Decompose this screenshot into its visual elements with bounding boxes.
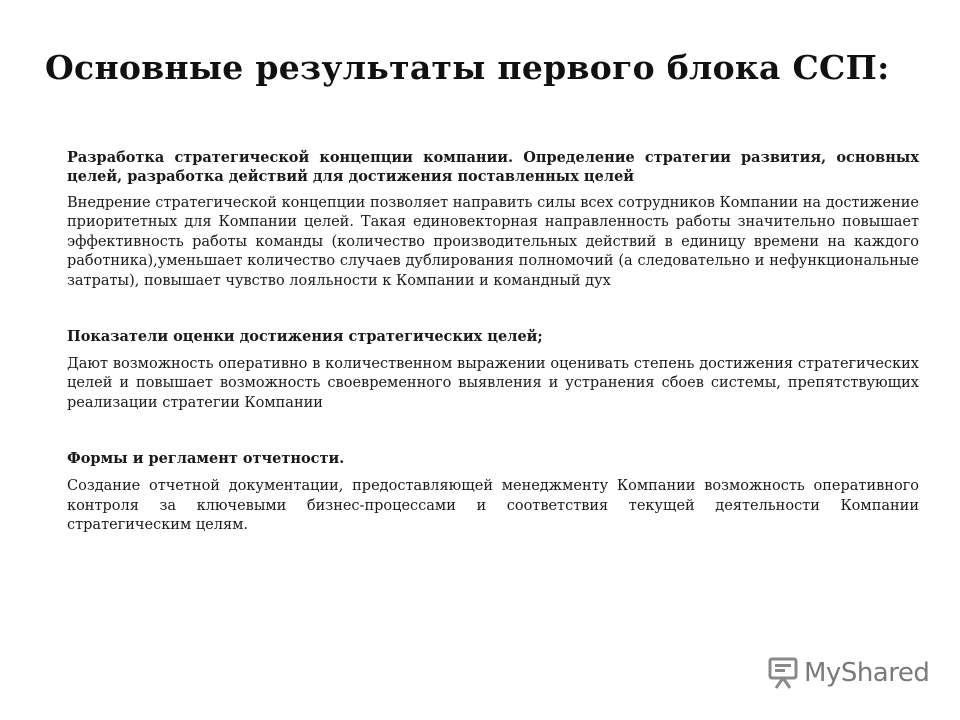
watermark-text: MyShared xyxy=(804,658,930,688)
section-heading: Формы и регламент отчетности. xyxy=(67,450,345,468)
slide-title: Основные результаты первого блока ССП: xyxy=(45,48,890,87)
presentation-board-icon xyxy=(766,656,800,690)
slide-content xyxy=(67,148,919,555)
section-heading: Разработка стратегической концепции компании. Определение стратегии развития, основных целей, разработка действий для достижения поставленных целей xyxy=(67,149,919,185)
section-body: Внедрение стратегической концепции позволяет направить силы всех сотрудников Компании на достижение приоритетных для Компании целей. Такая единовекторная направленность работы значительно повышает эффективность работы команды (количество производительных действий в единицу времени на каждого работника),уменьшает количество случаев дублирования полномочий (а следовательно и нефункциональные затраты), повышает чувство лояльности к Компании и командный дух xyxy=(67,195,919,289)
section-body: Создание отчетной документации, предоставляющей менеджменту Компании возможность оперативного контроля за ключевыми бизнес-процессами и соответствия текущей деятельности Компании стратегическим целям. xyxy=(67,478,919,534)
section-reporting xyxy=(67,449,919,535)
section-heading: Показатели оценки достижения стратегических целей; xyxy=(67,328,543,346)
section-body: Дают возможность оперативно в количественном выражении оценивать степень достижения стратегических целей и повышает возможность своевременного выявления и устранения сбоев системы, препятствующих реализации стратегии Компании xyxy=(67,356,919,411)
section-strategy-concept xyxy=(67,148,919,291)
myshared-watermark xyxy=(766,655,929,691)
section-indicators xyxy=(67,327,919,413)
